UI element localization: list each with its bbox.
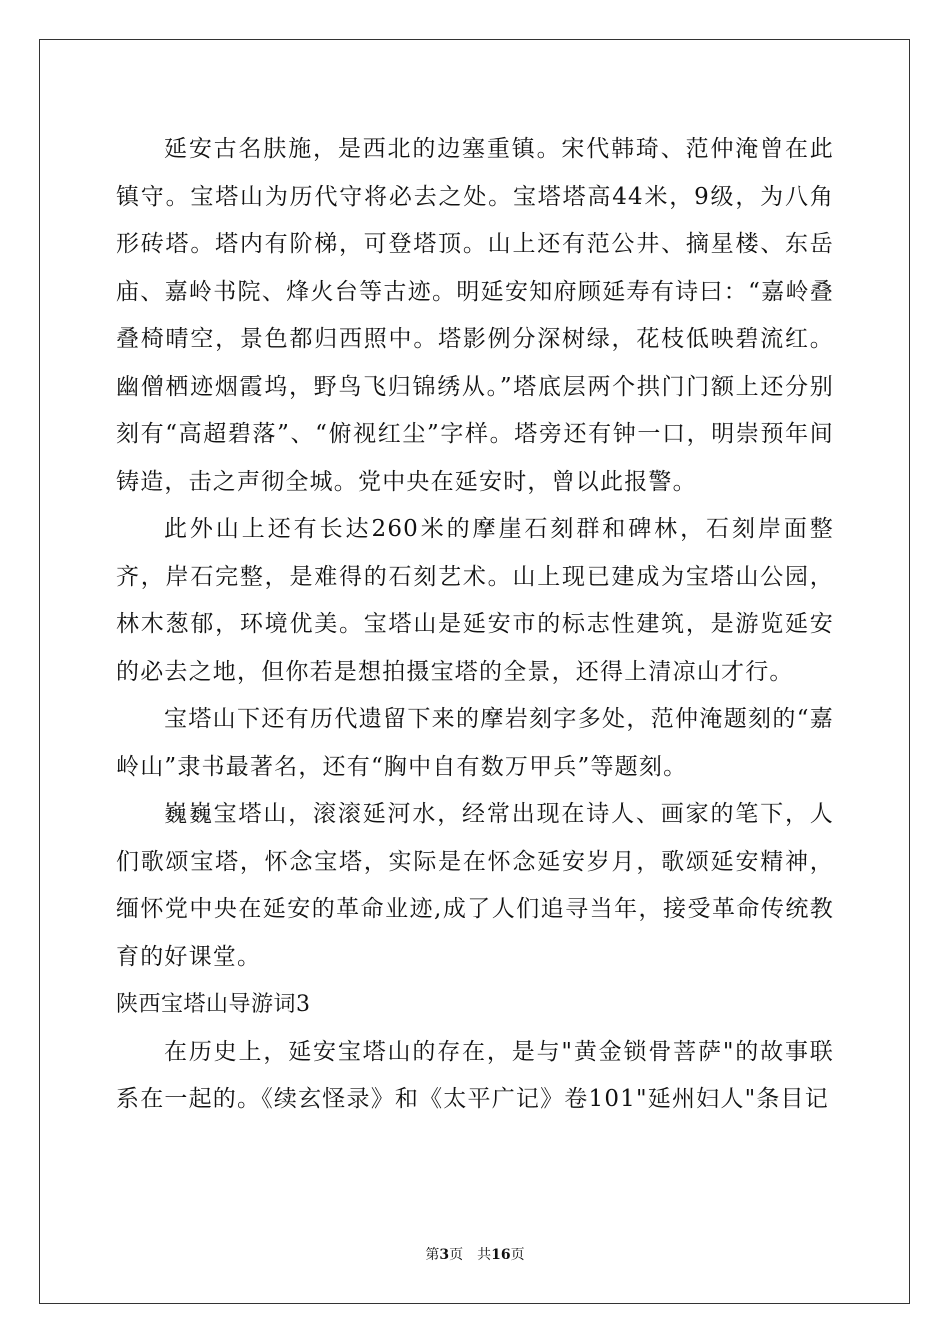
section-title: 陕西宝塔山导游词3 <box>116 992 311 1017</box>
paragraph-legend: 在历史上，延安宝塔山的存在，是与"黄金锁骨菩萨"的故事联系在一起的。《续玄怪录》和《太平广记》卷101"延州妇人"条目记 <box>116 1038 834 1112</box>
document-body <box>116 126 834 1124</box>
paragraph-stone-carvings: 此外山上还有长达260米的摩崖石刻群和碑林，石刻岸面整齐，岸石完整，是难得的石刻艺术。山上现已建成为宝塔山公园，林木葱郁，环境优美。宝塔山是延安市的标志性建筑，是游览延安的必去之地，但你若是想拍摄宝塔的全景，还得上清凉山才行。 <box>116 516 834 685</box>
paragraph-spirit: 巍巍宝塔山，滚滚延河水，经常出现在诗人、画家的笔下，人们歌颂宝塔，怀念宝塔，实际是在怀念延安岁月，歌颂延安精神，缅怀党中央在延安的革命业迹,成了人们追寻当年，接受革命传统教育的好课堂。 <box>116 801 834 970</box>
total-prefix: 共 <box>477 1247 492 1263</box>
total-suffix: 页 <box>510 1247 525 1263</box>
page-number: 3 <box>439 1247 450 1263</box>
page-prefix: 第 <box>425 1247 440 1263</box>
page-footer <box>0 1246 950 1264</box>
page-suffix: 页 <box>449 1247 464 1263</box>
paragraph-yanan-history: 延安古名肤施，是西北的边塞重镇。宋代韩琦、范仲淹曾在此镇守。宝塔山为历代守将必去之处。宝塔塔高44米，9级，为八角形砖塔。塔内有阶梯，可登塔顶。山上还有范公井、摘星楼、东岳庙、嘉岭书院、烽火台等古迹。明延安知府顾延寿有诗曰：“嘉岭叠叠椅晴空，景色都归西照中。塔影例分深树绿，花枝低映碧流红。幽僧栖迹烟霞坞，野鸟飞归锦绣从。”塔底层两个拱门门额上还分别刻有“高超碧落”、“俯视红尘”字样。塔旁还有钟一口，明崇预年间铸造，击之声彻全城。党中央在延安时，曾以此报警。 <box>116 136 834 495</box>
total-pages: 16 <box>491 1247 511 1263</box>
paragraph-inscriptions: 宝塔山下还有历代遗留下来的摩岩刻字多处，范仲淹题刻的“嘉岭山”隶书最著名，还有“胸中自有数万甲兵”等题刻。 <box>116 706 834 780</box>
